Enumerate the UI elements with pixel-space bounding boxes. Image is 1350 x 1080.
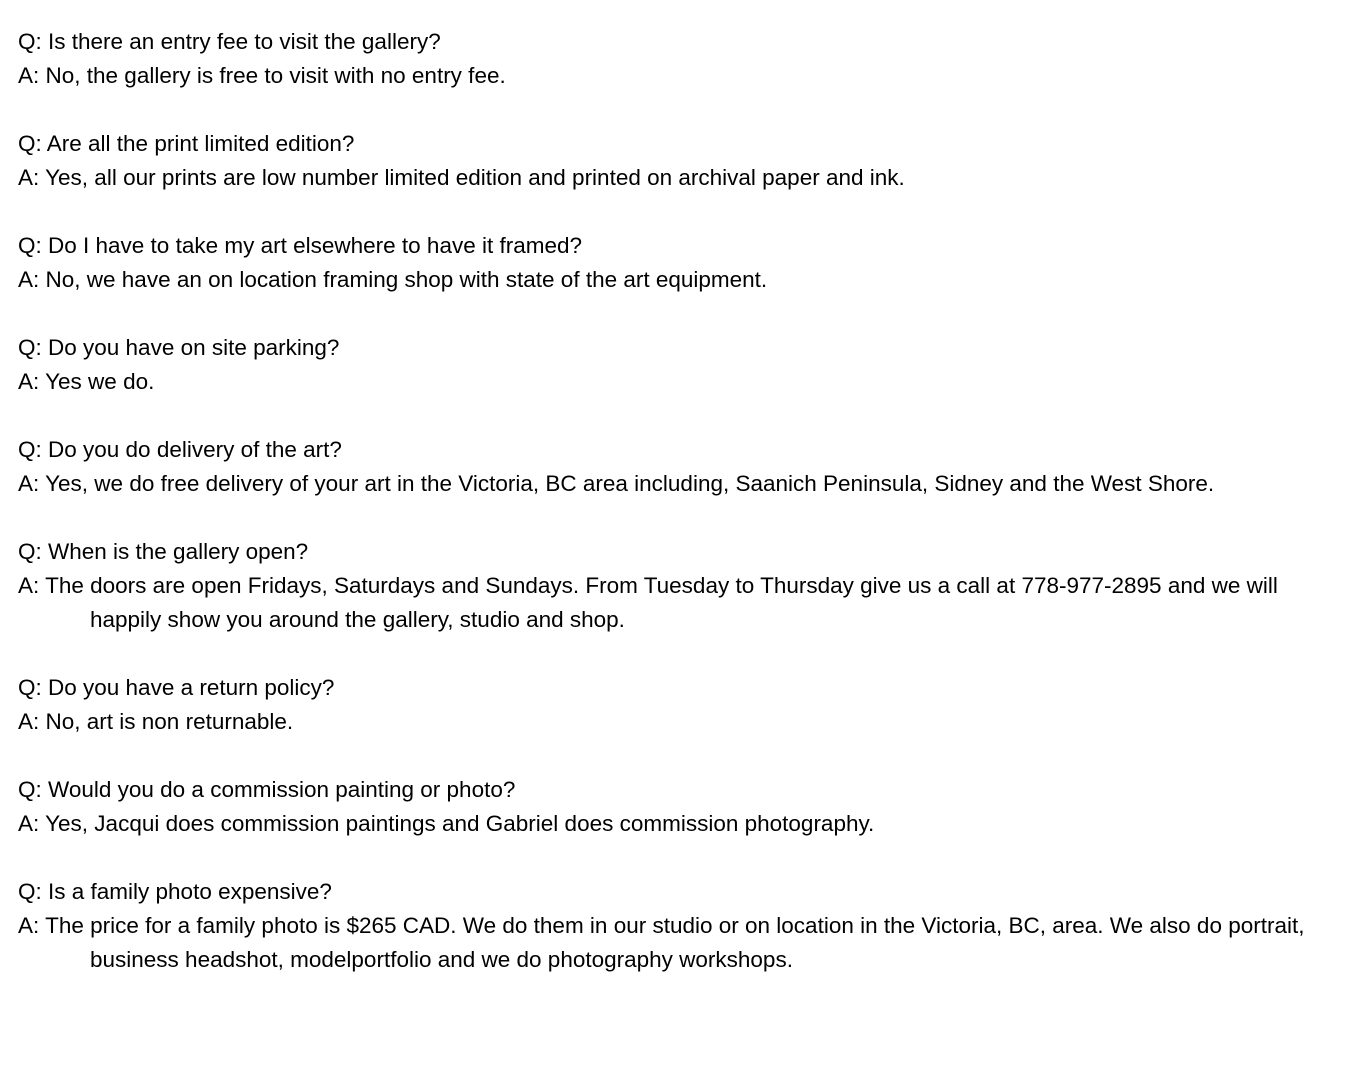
faq-question: Q: Is there an entry fee to visit the gallery?: [18, 29, 441, 54]
faq-item-family-photo: [18, 875, 1338, 977]
faq-question: Q: Do you do delivery of the art?: [18, 437, 342, 462]
faq-item-entry-fee: [18, 25, 1338, 93]
faq-list: [18, 25, 1338, 1011]
faq-question: Q: Do I have to take my art elsewhere to have it framed?: [18, 233, 583, 258]
faq-question: Q: Would you do a commission painting or photo?: [18, 777, 516, 802]
faq-item-delivery: [18, 433, 1338, 501]
faq-answer: A: Yes, all our prints are low number limited edition and printed on archival paper and ink.: [18, 165, 905, 190]
faq-answer: A: The price for a family photo is $265 CAD. We do them in our studio or on location in the Victoria, BC, area. We also do portrait, business headshot, modelportfolio and we do photography workshops.: [18, 913, 1305, 972]
faq-answer: A: The doors are open Fridays, Saturdays and Sundays. From Tuesday to Thursday give us a call at 778-977-2895 and we will happily show you around the gallery, studio and shop.: [18, 573, 1278, 632]
faq-question: Q: When is the gallery open?: [18, 539, 309, 564]
faq-item-hours: [18, 535, 1338, 637]
faq-answer: A: Yes, we do free delivery of your art in the Victoria, BC area including, Saanich Peninsula, Sidney and the West Shore.: [18, 471, 1215, 496]
faq-question: Q: Do you have on site parking?: [18, 335, 340, 360]
faq-answer: A: No, we have an on location framing shop with state of the art equipment.: [18, 267, 768, 292]
faq-item-parking: [18, 331, 1338, 399]
faq-item-commission: [18, 773, 1338, 841]
faq-answer: A: Yes, Jacqui does commission paintings and Gabriel does commission photography.: [18, 811, 875, 836]
faq-answer: A: Yes we do.: [18, 369, 155, 394]
faq-question: Q: Is a family photo expensive?: [18, 879, 332, 904]
faq-answer: A: No, the gallery is free to visit with no entry fee.: [18, 63, 506, 88]
faq-question: Q: Do you have a return policy?: [18, 675, 335, 700]
faq-item-framing: [18, 229, 1338, 297]
faq-answer: A: No, art is non returnable.: [18, 709, 294, 734]
faq-item-returns: [18, 671, 1338, 739]
faq-question: Q: Are all the print limited edition?: [18, 131, 355, 156]
faq-item-limited-edition: [18, 127, 1338, 195]
